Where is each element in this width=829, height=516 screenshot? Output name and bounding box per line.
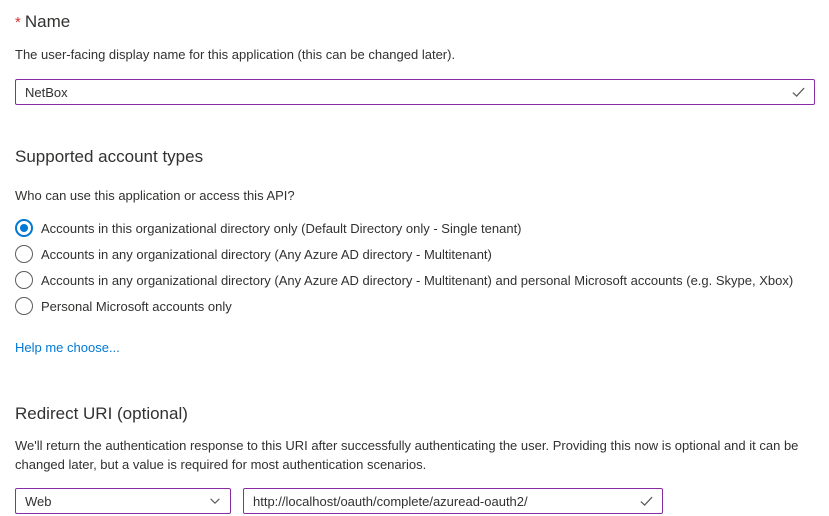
name-input[interactable] (15, 79, 815, 105)
radio-button[interactable] (15, 271, 33, 289)
help-me-choose-link[interactable]: Help me choose... (15, 340, 120, 355)
account-type-option[interactable] (15, 241, 815, 267)
account-types-question: Who can use this application or access this API? (15, 188, 295, 203)
redirect-uri-description: We'll return the authentication response to this URI after successfully authenticating the user. Providing this now is optional and it can be changed later, but a value is required for most authentication scenarios. (15, 438, 799, 472)
redirect-uri-input-wrap (243, 488, 663, 514)
name-title-text: Name (24, 12, 71, 31)
platform-select[interactable] (15, 488, 231, 514)
redirect-uri-section (15, 404, 815, 514)
redirect-uri-title: Redirect URI (optional) (15, 404, 188, 423)
account-types-title: Supported account types (15, 147, 204, 166)
name-description: The user-facing display name for this application (this can be changed later). (15, 47, 456, 62)
account-type-option[interactable] (15, 293, 815, 319)
chevron-down-icon (208, 494, 222, 508)
radio-dot-icon (20, 224, 28, 232)
redirect-uri-controls (15, 488, 815, 514)
radio-option-label: Accounts in any organizational directory (Any Azure AD directory - Multitenant) and personal Microsoft accounts (e.g. Skype, Xbox) (41, 272, 794, 288)
radio-button[interactable] (15, 219, 33, 237)
supported-account-types-section (15, 147, 815, 357)
name-section (15, 12, 815, 105)
name-input-wrap (15, 79, 815, 105)
radio-option-label: Accounts in any organizational directory (Any Azure AD directory - Multitenant) (41, 246, 492, 262)
radio-button[interactable] (15, 245, 33, 263)
radio-option-label: Accounts in this organizational directory only (Default Directory only - Single tenant) (41, 220, 522, 236)
account-type-option[interactable] (15, 215, 815, 241)
account-type-radio-group (15, 215, 815, 319)
platform-select-value: Web (25, 493, 52, 509)
redirect-uri-input[interactable] (243, 488, 663, 514)
radio-option-label: Personal Microsoft accounts only (41, 298, 232, 314)
required-marker: * (15, 14, 21, 31)
name-section-title (15, 12, 815, 33)
radio-button[interactable] (15, 297, 33, 315)
account-type-option[interactable] (15, 267, 815, 293)
